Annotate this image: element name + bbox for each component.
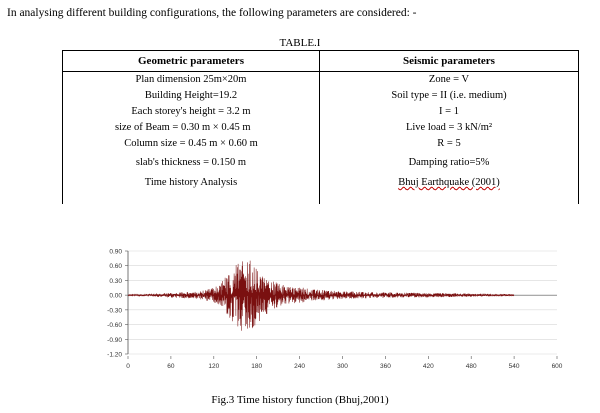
header-seismic: Seismic parameters: [320, 51, 579, 72]
y-tick-label: 0.90: [109, 248, 122, 256]
seis-row: Damping ratio=5%: [408, 157, 490, 168]
y-tick-label: -0.90: [107, 336, 122, 344]
x-tick-label: 480: [465, 363, 477, 370]
y-tick-label: -0.60: [107, 322, 122, 330]
header-geometric: Geometric parameters: [63, 51, 320, 72]
x-tick-label: 360: [379, 363, 391, 370]
intro-paragraph: In analysing different building configurations, the following parameters are considered: -: [7, 7, 417, 19]
x-tick-label: 600: [551, 363, 563, 370]
x-tick-label: 420: [422, 363, 434, 370]
y-tick-label: 0.00: [109, 292, 122, 300]
geo-row: size of Beam = 0.30 m × 0.45 m: [115, 122, 251, 133]
seis-row: Zone = V: [428, 74, 470, 85]
x-tick-label: 540: [508, 363, 520, 370]
geo-row: Time history Analysis: [144, 177, 238, 188]
x-tick-label: 60: [167, 363, 175, 370]
figure-caption: Fig.3 Time history function (Bhuj,2001): [211, 394, 389, 406]
y-tick-label: 0.60: [109, 263, 122, 271]
chart-svg: [95, 243, 575, 383]
seismic-cell: [320, 72, 579, 205]
geo-row: Column size = 0.45 m × 0.60 m: [124, 138, 258, 149]
x-tick-label: 300: [337, 363, 348, 370]
seis-row: Soil type = II (i.e. medium): [391, 90, 507, 101]
seis-row: Live load = 3 kN/m²: [405, 122, 493, 133]
geo-row: slab's thickness = 0.150 m: [135, 157, 247, 168]
x-tick-label: 120: [208, 363, 220, 370]
seis-row: I = 1: [439, 106, 459, 117]
x-tick-label: 180: [251, 363, 263, 370]
geo-row: Each storey's height = 3.2 m: [131, 106, 251, 117]
table-caption: TABLE.I: [279, 37, 321, 49]
parameters-table: [62, 50, 579, 204]
x-tick-label: 240: [294, 363, 306, 370]
series-line: [128, 261, 514, 331]
seis-row: Bhuj Earthquake (2001): [398, 177, 500, 188]
seis-row: R = 5: [437, 138, 461, 149]
x-tick-label: 0: [126, 363, 130, 370]
geo-row: Plan dimension 25m×20m: [135, 74, 247, 85]
y-tick-label: -1.20: [107, 351, 122, 359]
geo-row: Building Height=19.2: [144, 90, 238, 101]
geometric-cell: [63, 72, 320, 205]
y-tick-label: -0.30: [107, 307, 122, 315]
y-tick-label: 0.30: [109, 277, 122, 285]
time-history-chart: [95, 243, 575, 383]
